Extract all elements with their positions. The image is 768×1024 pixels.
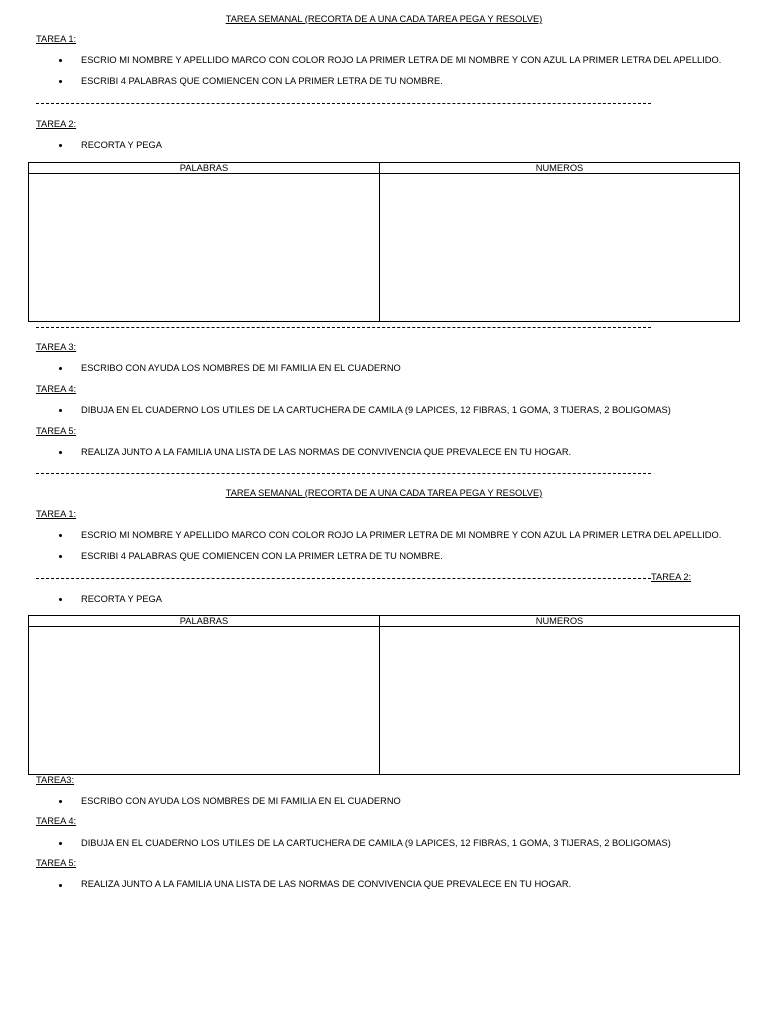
section-1-tarea-1-item-1: ESCRIO MI NOMBRE Y APELLIDO MARCO CON COLOR ROJO LA PRIMER LETRA DE MI NOMBRE Y CON AZUL LA PRIMER LETRA DEL APELLIDO. — [81, 55, 722, 65]
section-1-tarea-3-label: TAREA 3: — [36, 342, 77, 352]
section-1-tarea-1-label: TAREA 1: — [36, 34, 77, 44]
bullet-icon — [59, 598, 62, 601]
table-header-palabras: PALABRAS — [29, 616, 380, 627]
section-2-tarea-4-label: TAREA 4: — [36, 816, 77, 826]
table-cell-numeros — [380, 627, 740, 775]
bullet-icon — [59, 80, 62, 83]
section-2-tarea-5-item: REALIZA JUNTO A LA FAMILIA UNA LISTA DE LAS NORMAS DE CONVIVENCIA QUE PREVALECE EN TU HOGAR. — [81, 879, 572, 889]
section-1-tarea-5-label: TAREA 5: — [36, 426, 77, 436]
section-1-title: TAREA SEMANAL (RECORTA DE A UNA CADA TAREA PEGA Y RESOLVE) — [225, 14, 543, 24]
table-header-palabras: PALABRAS — [29, 163, 380, 174]
section-1-tarea-3-item: ESCRIBO CON AYUDA LOS NOMBRES DE MI FAMILIA EN EL CUADERNO — [81, 363, 401, 373]
table-header-numeros: NUMEROS — [380, 616, 740, 627]
table-cell-palabras — [29, 174, 380, 322]
section-1-tarea-4-label: TAREA 4: — [36, 384, 77, 394]
bullet-icon — [59, 409, 62, 412]
section-2-tarea-1-label: TAREA 1: — [36, 509, 77, 519]
table-cell-numeros — [380, 174, 740, 322]
section-divider — [36, 473, 651, 474]
section-1-tarea-5-item: REALIZA JUNTO A LA FAMILIA UNA LISTA DE LAS NORMAS DE CONVIVENCIA QUE PREVALECE EN TU HOGAR. — [81, 447, 572, 457]
bullet-icon — [59, 534, 62, 537]
section-2-tarea-4-item: DIBUJA EN EL CUADERNO LOS UTILES DE LA CARTUCHERA DE CAMILA (9 LAPICES, 12 FIBRAS, 1 GOMA, 3 TIJERAS, 2 BOLIGOMAS) — [81, 838, 671, 848]
section-2-palabras-numeros-table — [28, 615, 740, 775]
bullet-icon — [59, 842, 62, 845]
bullet-icon — [59, 800, 62, 803]
section-1-tarea-2-item: RECORTA Y PEGA — [81, 140, 162, 150]
bullet-icon — [59, 884, 62, 887]
section-2-tarea-3-item: ESCRIBO CON AYUDA LOS NOMBRES DE MI FAMILIA EN EL CUADERNO — [81, 796, 401, 806]
section-1-divider-1 — [36, 103, 651, 104]
section-1-tarea-1-item-2: ESCRIBI 4 PALABRAS QUE COMIENCEN CON LA PRIMER LETRA DE TU NOMBRE. — [81, 76, 443, 86]
section-2-title: TAREA SEMANAL (RECORTA DE A UNA CADA TAREA PEGA Y RESOLVE) — [225, 488, 543, 498]
section-1-palabras-numeros-table — [28, 162, 740, 322]
section-2-tarea-5-label: TAREA 5: — [36, 858, 77, 868]
section-2-divider-1 — [36, 578, 651, 579]
section-2-tarea-1-item-1: ESCRIO MI NOMBRE Y APELLIDO MARCO CON COLOR ROJO LA PRIMER LETRA DE MI NOMBRE Y CON AZUL LA PRIMER LETRA DEL APELLIDO. — [81, 530, 722, 540]
bullet-icon — [59, 59, 62, 62]
section-2-tarea-1-item-2: ESCRIBI 4 PALABRAS QUE COMIENCEN CON LA PRIMER LETRA DE TU NOMBRE. — [81, 551, 443, 561]
bullet-icon — [59, 144, 62, 147]
table-cell-palabras — [29, 627, 380, 775]
bullet-icon — [59, 555, 62, 558]
section-1-tarea-4-item: DIBUJA EN EL CUADERNO LOS UTILES DE LA CARTUCHERA DE CAMILA (9 LAPICES, 12 FIBRAS, 1 GOMA, 3 TIJERAS, 2 BOLIGOMAS) — [81, 405, 671, 415]
section-2-tarea-3-label: TAREA3: — [36, 775, 75, 785]
section-1-divider-2 — [36, 327, 651, 328]
bullet-icon — [59, 367, 62, 370]
table-header-numeros: NUMEROS — [380, 163, 740, 174]
section-2-tarea-2-item: RECORTA Y PEGA — [81, 594, 162, 604]
bullet-icon — [59, 451, 62, 454]
section-1-tarea-2-label: TAREA 2: — [36, 119, 77, 129]
section-2-tarea-2-label: TAREA 2: — [651, 572, 692, 582]
